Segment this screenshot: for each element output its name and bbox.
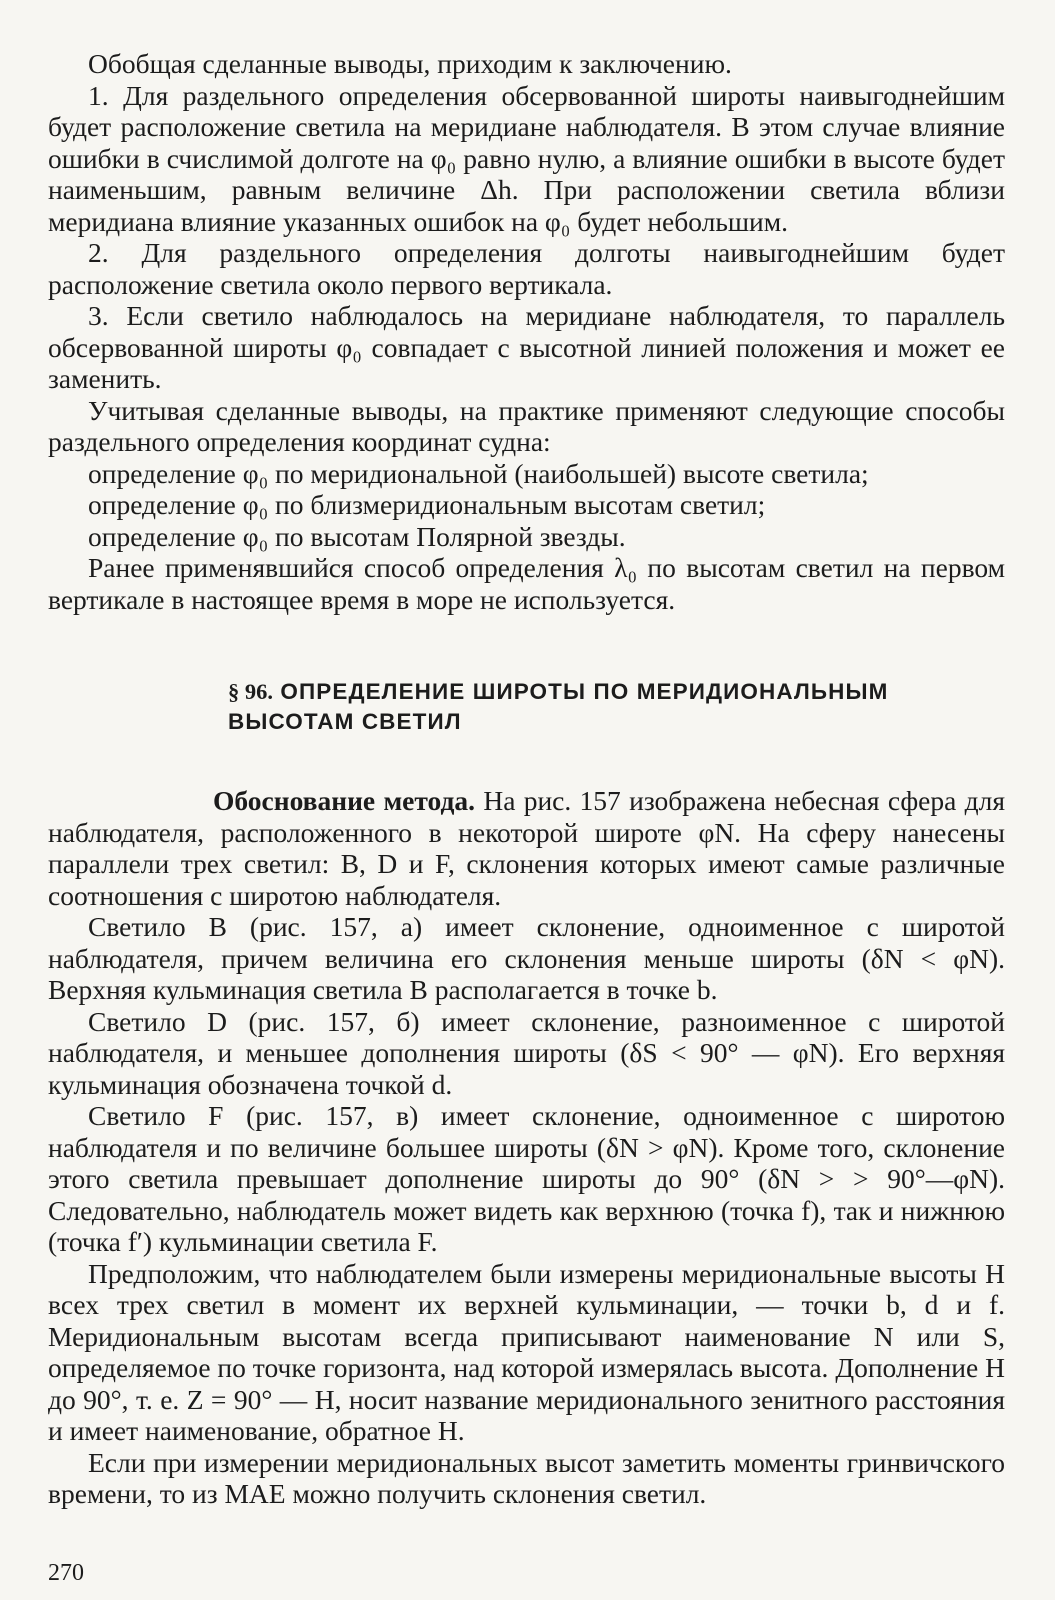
- section-heading: [228, 677, 1005, 737]
- paragraph-star-d: Светило D (рис. 157, б) имеет склонение, разноименное с широтой наблюдателя, и меньшее дополнения широты (δS < 90° — φN). Его верхняя кульминация обозначена точкой d.: [48, 1005, 1005, 1100]
- conclusion-2: 2. Для раздельного определения долготы наивыгоднейшим будет расположение светила около первого вертикала.: [48, 237, 1005, 300]
- conclusion-3: 3. Если светило наблюдалось на меридиане наблюдателя, то параллель обсервованной широты φ₀ совпадает с высотной линией положения и может ее заменить.: [48, 300, 1005, 394]
- method-item-3: определение φ₀ по высотам Полярной звезды.: [88, 520, 626, 552]
- paragraph-star-f: Светило F (рис. 157, в) имеет склонение, одноименное с широтою наблюдателя и по величине большее широты (δN > φN). Кроме того, склонение этого светила превышает дополнение широты до 90° (δN > > 90°—φN). Следовательно, наблюдатель может видеть как верхнюю (точка f), так и нижнюю (точка f′) кульминации светила F.: [48, 1100, 1005, 1257]
- paragraph-longitude-note: Ранее применявшийся способ определения λ₀ по высотам светил на первом вертикале в настоящее время в море не используется.: [48, 552, 1005, 615]
- method-item-1: определение φ₀ по меридиональной (наибольшей) высоте светила;: [88, 457, 869, 489]
- section-title-1: ОПРЕДЕЛЕНИЕ ШИРОТЫ ПО МЕРИДИОНАЛЬНЫМ: [280, 679, 889, 704]
- section-heading-line1: [228, 677, 1005, 707]
- section-title-2: ВЫСОТАМ СВЕТИЛ: [228, 709, 462, 734]
- section-number: § 96.: [228, 679, 273, 704]
- lead-text: На рис. 157 изображена небесная сфера для наблюдателя, расположенного в некоторой широте φN. На сферу нанесены параллели трех светил: B, D и F, склонения которых имеют самые различные соотношения с широтою наблюдателя.: [48, 785, 1006, 911]
- lead-bold: Обоснование метода.: [213, 785, 476, 816]
- page-number: 270: [48, 1560, 84, 1586]
- paragraph-meridian-heights: Предположим, что наблюдателем были измерены меридиональные высоты H всех трех светил в момент их верхней кульминации, — точки b, d и f. Меридиональным высотам всегда приписывают наименование N или S, определяемое по точке горизонта, над которой измерялась высота. Дополнение H до 90°, т. е. Z = 90° — H, носит название меридионального зенитного расстояния и имеет наименование, обратное H.: [48, 1257, 1005, 1446]
- paragraph-method-basis: [48, 785, 1005, 911]
- paragraph-summary: Обобщая сделанные выводы, приходим к заключению.: [88, 48, 732, 79]
- paragraph-greenwich-time: Если при измерении меридиональных высот заметить моменты гринвичского времени, то из МАЕ можно получить склонения светил.: [48, 1446, 1005, 1509]
- paragraph-star-b: Светило B (рис. 157, а) имеет склонение, одноименное с широтой наблюдателя, причем величина его склонения меньше широты (δN < φN). Верхняя кульминация светила B располагается в точке b.: [48, 911, 1005, 1005]
- method-item-2: определение φ₀ по близмеридиональным высотам светил;: [88, 489, 766, 520]
- paragraph-methods-intro: Учитывая сделанные выводы, на практике применяют следующие способы раздельного определения координат судна:: [48, 394, 1005, 457]
- conclusion-1: 1. Для раздельного определения обсервованной широты наивыгоднейшим будет расположение светила на меридиане наблюдателя. В этом случае влияние ошибки в счислимой долготе на φ₀ равно нулю, а влияние ошибки в высоте будет наименьшим, равным величине Δh. При расположении светила вблизи меридиана влияние указанных ошибок на φ₀ будет небольшим.: [48, 79, 1005, 237]
